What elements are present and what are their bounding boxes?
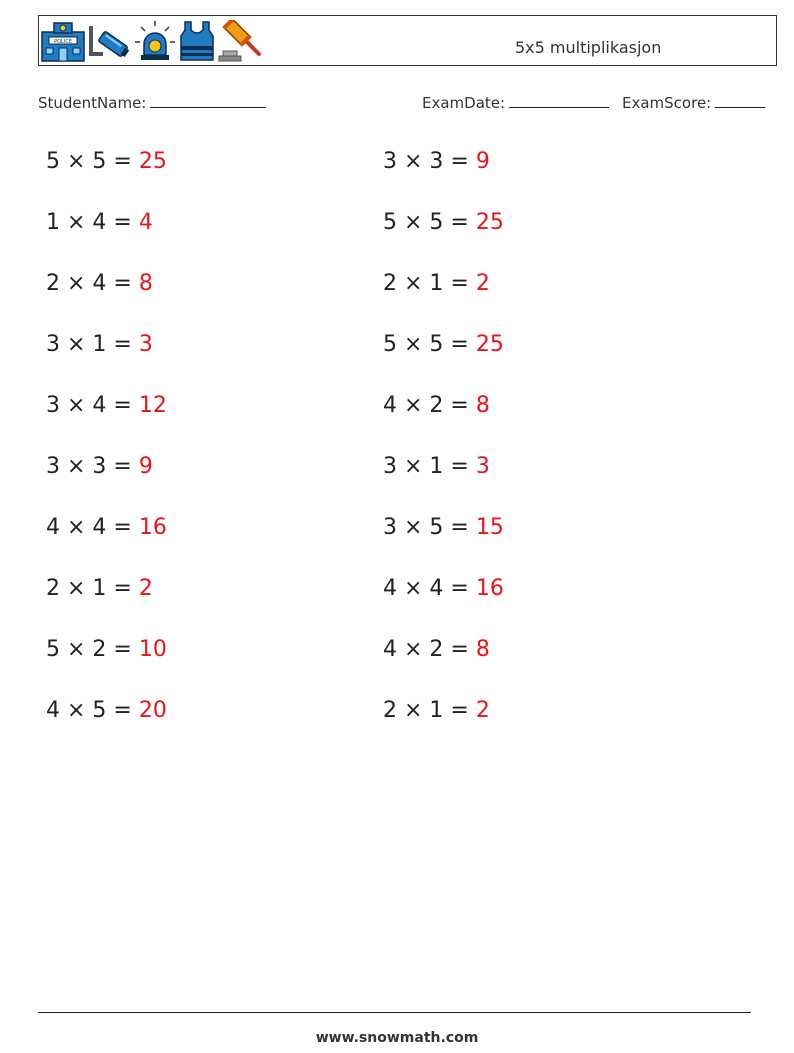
problem-answer: 4 xyxy=(138,210,153,235)
problem-row xyxy=(383,332,504,358)
footer-divider xyxy=(38,1012,751,1013)
security-camera-icon xyxy=(87,20,131,62)
problem-row xyxy=(46,393,167,419)
problem-row xyxy=(383,637,490,663)
exam-date-blank[interactable] xyxy=(509,93,609,108)
gavel-icon xyxy=(217,20,263,62)
problem-question: 3 × 1 = xyxy=(383,454,476,479)
problem-row xyxy=(46,210,153,236)
problem-question: 2 × 4 = xyxy=(46,271,139,296)
problem-row xyxy=(46,698,167,724)
problem-question: 3 × 3 = xyxy=(46,454,139,479)
problem-row xyxy=(383,454,490,480)
problem-row xyxy=(46,271,153,297)
problem-answer: 9 xyxy=(138,454,153,479)
problem-question: 5 × 5 = xyxy=(383,332,476,357)
problem-row xyxy=(46,454,153,480)
header-icons xyxy=(41,19,263,63)
problem-question: 4 × 4 = xyxy=(383,576,476,601)
worksheet-title: 5x5 multiplikasjon xyxy=(515,38,662,57)
problem-answer: 3 xyxy=(138,332,153,357)
problem-question: 4 × 5 = xyxy=(46,698,139,723)
problem-answer: 16 xyxy=(475,576,504,601)
problem-row xyxy=(383,515,504,541)
problem-answer: 8 xyxy=(475,393,490,418)
problem-row xyxy=(383,149,490,175)
problem-answer: 25 xyxy=(475,332,504,357)
problem-question: 2 × 1 = xyxy=(383,271,476,296)
student-name-field[interactable] xyxy=(38,93,266,112)
police-sign: POLICE xyxy=(54,39,72,45)
problem-question: 3 × 1 = xyxy=(46,332,139,357)
police-station-icon xyxy=(41,20,85,62)
problem-answer: 15 xyxy=(475,515,504,540)
student-name-blank[interactable] xyxy=(150,93,266,108)
problem-answer: 8 xyxy=(138,271,153,296)
exam-date-label: ExamDate: xyxy=(422,94,506,112)
problem-answer: 3 xyxy=(475,454,490,479)
problem-question: 2 × 1 = xyxy=(46,576,139,601)
problem-question: 3 × 4 = xyxy=(46,393,139,418)
exam-score-field[interactable] xyxy=(622,93,765,112)
siren-light-icon xyxy=(133,20,177,62)
problem-answer: 9 xyxy=(475,149,490,174)
problem-answer: 8 xyxy=(475,637,490,662)
problem-question: 1 × 4 = xyxy=(46,210,139,235)
exam-date-field[interactable] xyxy=(422,93,609,112)
problem-question: 4 × 2 = xyxy=(383,637,476,662)
problem-row xyxy=(46,332,153,358)
problem-question: 2 × 1 = xyxy=(383,698,476,723)
problem-answer: 25 xyxy=(475,210,504,235)
problem-row xyxy=(383,210,504,236)
problem-question: 5 × 5 = xyxy=(383,210,476,235)
problem-question: 5 × 2 = xyxy=(46,637,139,662)
student-name-label: StudentName: xyxy=(38,94,147,112)
problem-answer: 2 xyxy=(138,576,153,601)
problem-row xyxy=(383,698,490,724)
problem-row xyxy=(383,576,504,602)
problem-row xyxy=(46,637,167,663)
problem-row xyxy=(46,576,153,602)
problem-row xyxy=(383,271,490,297)
problem-question: 3 × 3 = xyxy=(383,149,476,174)
bulletproof-vest-icon xyxy=(179,20,215,62)
problem-answer: 20 xyxy=(138,698,167,723)
footer-url[interactable]: www.snowmath.com xyxy=(315,1030,479,1046)
problem-answer: 10 xyxy=(138,637,167,662)
problem-answer: 2 xyxy=(475,698,490,723)
problem-question: 5 × 5 = xyxy=(46,149,139,174)
problem-answer: 12 xyxy=(138,393,167,418)
problem-question: 4 × 2 = xyxy=(383,393,476,418)
problem-question: 4 × 4 = xyxy=(46,515,139,540)
problem-answer: 25 xyxy=(138,149,167,174)
exam-score-label: ExamScore: xyxy=(622,94,712,112)
worksheet-header xyxy=(38,15,777,66)
problem-answer: 2 xyxy=(475,271,490,296)
problem-question: 3 × 5 = xyxy=(383,515,476,540)
exam-score-blank[interactable] xyxy=(715,93,765,108)
problem-answer: 16 xyxy=(138,515,167,540)
problem-row xyxy=(46,515,167,541)
problem-row xyxy=(383,393,490,419)
problem-row xyxy=(46,149,167,175)
